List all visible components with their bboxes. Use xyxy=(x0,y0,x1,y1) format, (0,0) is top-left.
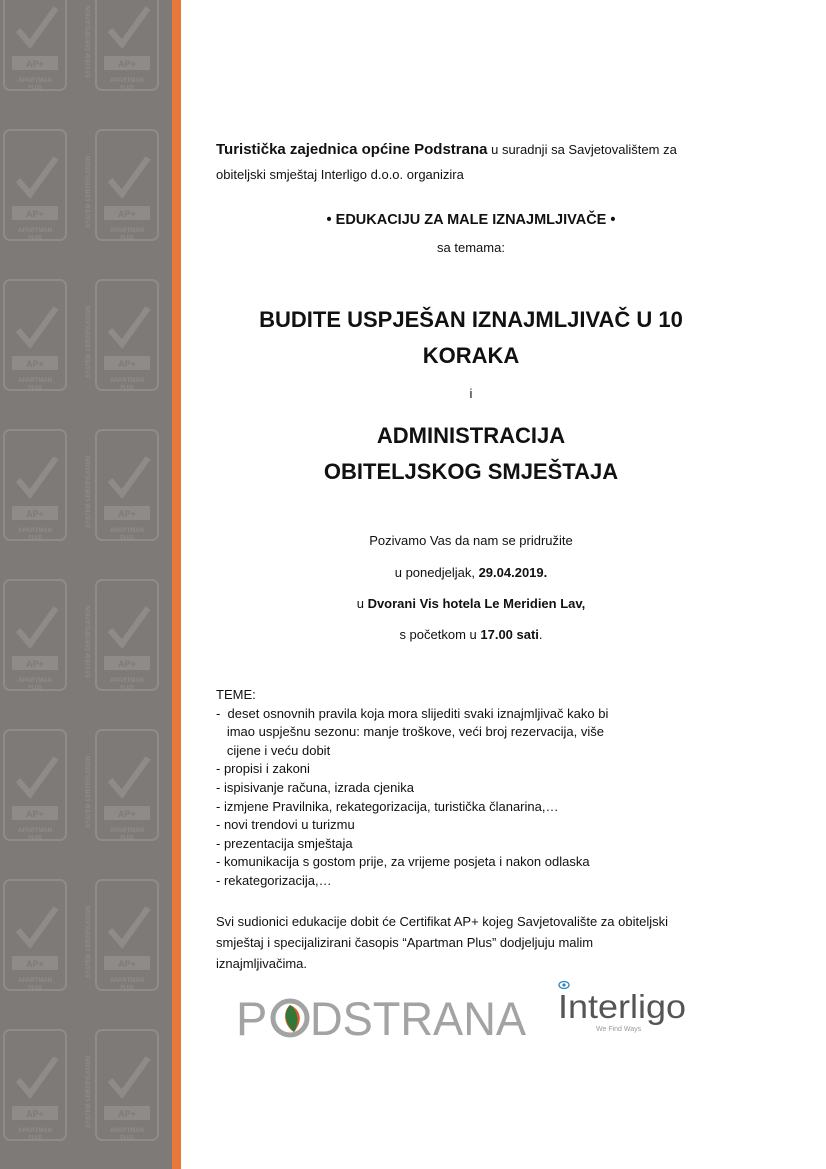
main-title-1-line2: KORAKA xyxy=(422,343,520,368)
topic-line: imao uspješnu sezonu: manje troškove, veći broj rezervacija, više xyxy=(216,724,605,740)
education-heading: • EDUKACIJU ZA MALE IZNAJMLJIVAČE • xyxy=(326,212,616,228)
topic-line: - deset osnovnih pravila koja mora slijediti svaki iznajmljivač kako bi xyxy=(216,705,609,721)
topic-line: - prezentacija smještaja xyxy=(216,835,353,851)
main-title-1-line1: BUDITE USPJEŠAN IZNAJMLJIVAČ U 10 xyxy=(259,307,683,332)
intro-text: u suradnji sa Savjetovalištem za xyxy=(487,142,677,157)
closing-line: Svi sudionici edukacije dobit će Certifikat AP+ kojeg Savjetovalište za obiteljski xyxy=(216,914,668,929)
title-conjunction: i xyxy=(469,386,473,401)
topics-list xyxy=(216,686,736,891)
main-title-1 xyxy=(216,302,726,374)
organizer-name: Turistička zajednica općine Podstrana xyxy=(216,141,488,158)
topic-line: cijene i veću dobit xyxy=(216,742,331,758)
podstrana-logo xyxy=(236,988,531,1053)
event-venue-line xyxy=(216,596,726,611)
date-prefix: u ponedjeljak, xyxy=(394,565,479,580)
event-date: 29.04.2019. xyxy=(478,565,548,580)
time-suffix: . xyxy=(538,627,543,642)
topics-subheading: sa temama: xyxy=(437,240,505,255)
interligo-wordmark: Interligo xyxy=(558,988,686,1025)
ap-plus-watermark-pattern xyxy=(0,0,172,1169)
closing-paragraph xyxy=(216,911,731,974)
interligo-logo xyxy=(558,978,698,1043)
event-time: 17.00 sati xyxy=(480,627,539,642)
interligo-logo-graphic xyxy=(558,978,698,1038)
certification-pattern-sidebar xyxy=(0,0,172,1169)
topics-heading: TEME: xyxy=(216,687,256,702)
closing-line: smještaj i specijalizirani časopis “Apartman Plus” dodjeljuju malim xyxy=(216,935,594,950)
main-title-2 xyxy=(216,418,726,490)
closing-line: iznajmljivačima. xyxy=(216,956,308,971)
podstrana-logo-graphic xyxy=(236,988,531,1048)
topic-line: - ispisivanje računa, izrada cjenika xyxy=(216,779,414,795)
topic-line: - rekategorizacija,… xyxy=(216,872,332,888)
invitation-line: Pozivamo Vas da nam se pridružite xyxy=(369,533,573,548)
intro-text-line2: obiteljski smještaj Interligo d.o.o. organizira xyxy=(216,167,464,182)
orange-accent-stripe xyxy=(172,0,181,1169)
topic-line: - komunikacija s gostom prije, za vrijeme posjeta i nakon odlaska xyxy=(216,854,590,870)
intro-paragraph xyxy=(216,137,736,187)
topic-line: - izmjene Pravilnika, rekategorizacija, turistička članarina,… xyxy=(216,798,559,814)
topic-line: - propisi i zakoni xyxy=(216,761,310,777)
venue-prefix: u xyxy=(356,596,368,611)
event-time-line xyxy=(216,627,726,642)
interligo-tagline: We Find Ways xyxy=(596,1026,642,1033)
event-venue: Dvorani Vis hotela Le Meridien Lav, xyxy=(367,596,586,611)
main-title-2-line1: ADMINISTRACIJA xyxy=(376,423,566,448)
podstrana-logo-p: P xyxy=(236,992,268,1045)
time-prefix: s početkom u xyxy=(399,627,481,642)
event-date-line xyxy=(216,565,726,580)
main-title-2-line2: OBITELJSKOG SMJEŠTAJA xyxy=(323,459,619,484)
podstrana-o-leaf-icon xyxy=(273,1001,307,1035)
podstrana-logo-text: DSTRANA xyxy=(310,992,527,1045)
topic-line: - novi trendovi u turizmu xyxy=(216,817,355,833)
